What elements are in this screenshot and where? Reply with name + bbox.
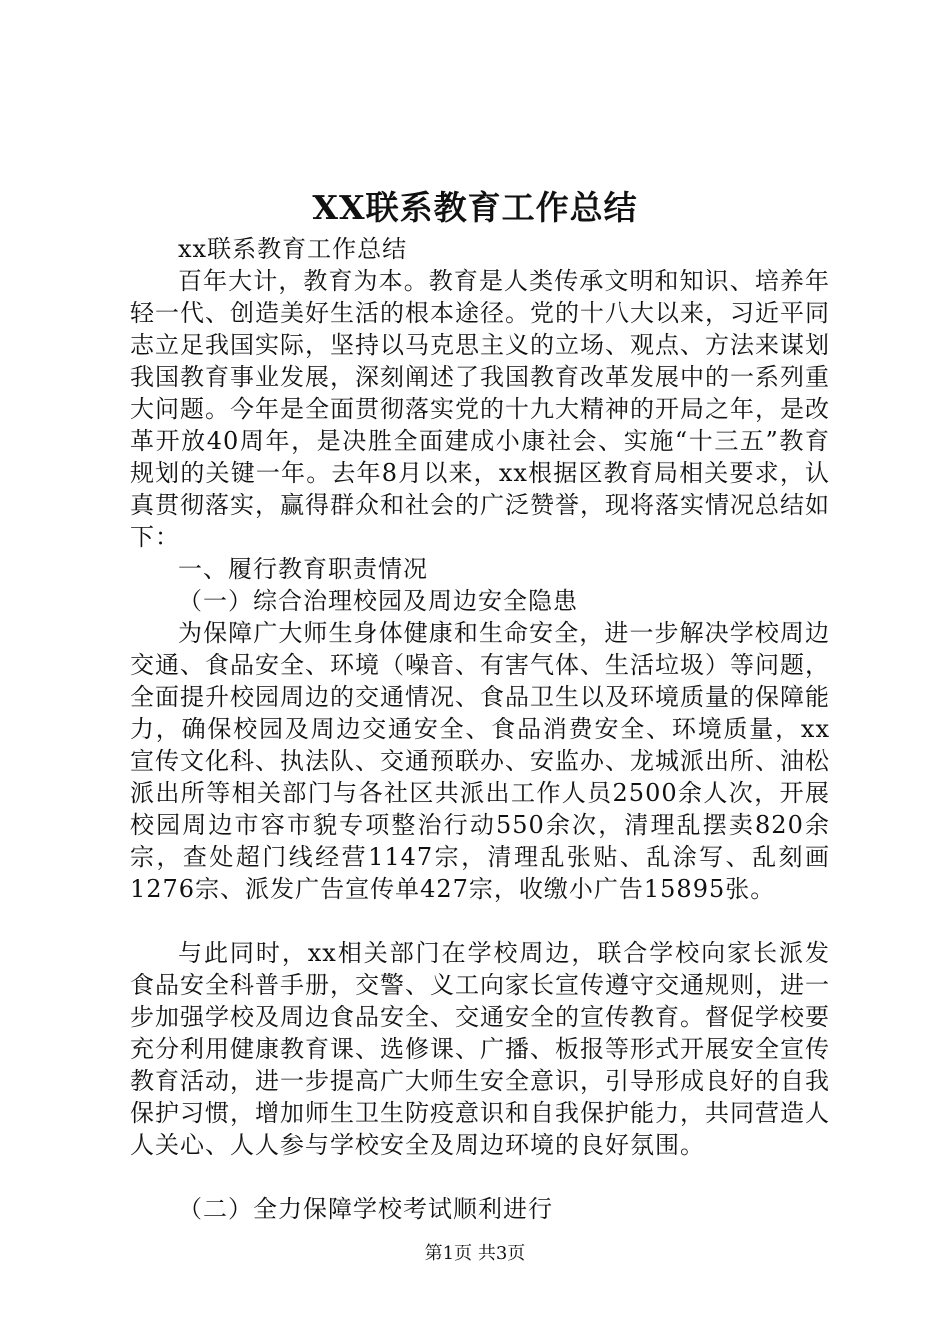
intro-paragraph: 百年大计，教育为本。教育是人类传承文明和知识、培养年轻一代、创造美好生活的根本途径。党的十八大以来，习近平同志立足我国实际，坚持以马克思主义的立场、观点、方法来谋划我国教育事业发展，深刻阐述了我国教育改革发展中的一系列重大问题。今年是全面贯彻落实党的十九大精神的开局之年，是改革开放40周年，是决胜全面建成小康社会、实施“十三五”教育规划的关键一年。去年8月以来，xx根据区教育局相关要求，认真贯彻落实，赢得群众和社会的广泛赞誉，现将落实情况总结如下： bbox=[130, 267, 830, 551]
paragraph-safety-measures: 为保障广大师生身体健康和生命安全，进一步解决学校周边交通、食品安全、环境（噪音、有害气体、生活垃圾）等问题，全面提升校园周边的交通情况、食品卫生以及环境质量的保障能力，确保校园及周边交通安全、食品消费安全、环境质量，xx宣传文化科、执法队、交通预联办、安监办、龙城派出所、油松派出所等相关部门与各社区共派出工作人员2500余人次，开展校园周边市容市貌专项整治行动550余次，清理乱摆卖820余宗，查处超门线经营1147宗，清理乱张贴、乱涂写、乱刻画1276宗、派发广告宣传单427宗，收缴小广告15895张。 bbox=[130, 619, 830, 903]
paragraph-safety-education: 与此同时，xx相关部门在学校周边，联合学校向家长派发食品安全科普手册，交警、义工向家长宣传遵守交通规则，进一步加强学校及周边食品安全、交通安全的宣传教育。督促学校要充分利用健康教育课、选修课、广播、板报等形式开展安全宣传教育活动，进一步提高广大师生安全意识，引导形成良好的自我保护习惯，增加师生卫生防疫意识和自我保护能力，共同营造人人关心、人人参与学校安全及周边环境的良好氛围。 bbox=[130, 939, 830, 1159]
section-heading-1: 一、履行教育职责情况 bbox=[178, 555, 428, 583]
subsection-heading-1: （一）综合治理校园及周边安全隐患 bbox=[178, 587, 578, 615]
subtitle-line: xx联系教育工作总结 bbox=[178, 235, 408, 263]
document-title: XX联系教育工作总结 bbox=[312, 188, 638, 227]
subsection-heading-2: （二）全力保障学校考试顺利进行 bbox=[178, 1195, 553, 1223]
page-footer: 第1页 共3页 bbox=[424, 1243, 526, 1264]
document-body bbox=[130, 233, 830, 1225]
